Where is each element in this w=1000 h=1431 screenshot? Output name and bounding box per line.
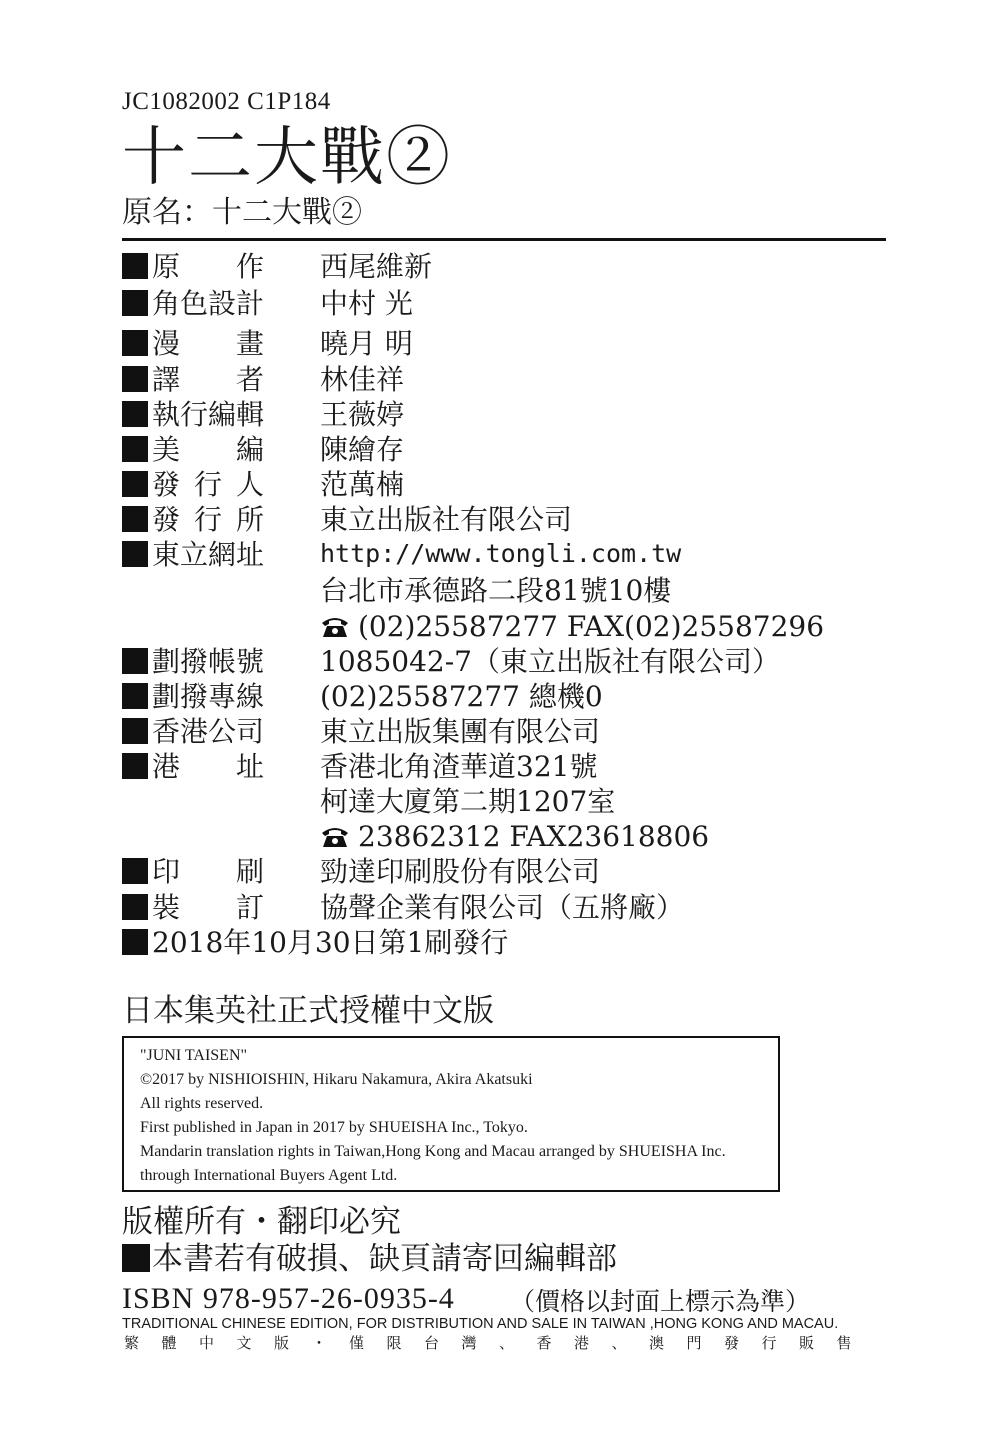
license-heading: 日本集英社正式授權中文版 <box>122 993 494 1029</box>
credit-label-author: 原作 <box>122 253 264 281</box>
credit-value-printing: 勁達印刷股份有限公司 <box>320 855 601 888</box>
rights-line: "JUNI TAISEN" <box>140 1047 248 1064</box>
bullet-square <box>122 648 148 674</box>
credit-label-publisher: 發行人 <box>122 471 264 499</box>
bullet-square <box>122 929 148 955</box>
credit-value-editor: 王薇婷 <box>320 398 405 431</box>
credit-value-hk-address: 香港北角渣華道321號 <box>320 750 598 783</box>
credit-label-hk-company: 香港公司 <box>122 718 264 746</box>
damage-notice: 本書若有破損、缺頁請寄回編輯部 <box>122 1244 617 1275</box>
credit-value-translator: 林佳祥 <box>320 363 405 396</box>
address-taipei: 台北市承德路二段81號10樓 <box>320 574 672 607</box>
credit-value-binding: 協聲企業有限公司（五將廠） <box>320 891 685 924</box>
credit-label-printing: 印刷 <box>122 858 264 886</box>
bullet-square <box>122 894 148 920</box>
rights-line: ©2017 by NISHIOISHIN, Hikaru Nakamura, Akira Akatsuki <box>140 1071 533 1088</box>
credit-value-publisher: 范萬楠 <box>320 468 405 501</box>
credit-label-binding: 裝訂 <box>122 894 264 922</box>
rights-line: through International Buyers Agent Ltd. <box>140 1167 398 1184</box>
rights-box <box>122 1036 780 1192</box>
bullet-square <box>122 858 148 884</box>
credit-label-translator: 譯者 <box>122 366 264 394</box>
price-note: （價格以封面上標示為準） <box>510 1287 811 1316</box>
credit-value-manga: 曉月 明 <box>320 327 413 360</box>
credit-value-character-design: 中村 光 <box>320 287 413 320</box>
copyright-notice: 版權所有・翻印必究 <box>122 1204 401 1240</box>
credit-label-transfer-line: 劃撥專線 <box>122 683 264 711</box>
credit-value-transfer-line: (02)25587277 總機0 <box>320 680 603 713</box>
credit-label-transfer-account: 劃撥帳號 <box>122 648 264 676</box>
credit-label-website: 東立網址 <box>122 541 264 569</box>
rights-line: Mandarin translation rights in Taiwan,Hong Kong and Macau arranged by SHUEISHA Inc. <box>140 1143 726 1160</box>
bullet-square <box>122 471 148 497</box>
credit-label-manga: 漫畫 <box>122 330 264 358</box>
rights-line: First published in Japan in 2017 by SHUEISHA Inc., Tokyo. <box>140 1119 528 1136</box>
phone-hk: 23862312 FAX23618806 <box>320 823 709 851</box>
telephone-icon <box>320 825 350 849</box>
credit-value-publishing-house: 東立出版社有限公司 <box>320 503 573 536</box>
credit-value-author: 西尾維新 <box>320 250 433 283</box>
credit-label-hk-address: 港址 <box>122 753 264 781</box>
print-date: 2018年10月30日第1刷發行 <box>122 929 508 957</box>
bullet-square <box>122 253 148 279</box>
credit-label-publishing-house: 發行所 <box>122 506 264 534</box>
edition-notice-zh: 繁體中文版・僅限台灣、香港、澳門發行販售 <box>124 1334 875 1352</box>
credit-value-transfer-account: 1085042-7（東立出版社有限公司） <box>320 645 780 678</box>
bullet-square <box>122 753 148 779</box>
original-title: 原名：十二大戰② <box>122 195 362 230</box>
phone-taipei: (02)25587277 FAX(02)25587296 <box>320 613 824 641</box>
rights-line: All rights reserved. <box>140 1095 264 1112</box>
bullet-square <box>122 436 148 462</box>
bullet-square <box>122 330 148 356</box>
edition-notice-en: TRADITIONAL CHINESE EDITION, FOR DISTRIBUTION AND SALE IN TAIWAN ,HONG KONG AND MACAU. <box>122 1316 839 1332</box>
bullet-square <box>122 401 148 427</box>
book-title: 十二大戰② <box>122 121 452 195</box>
telephone-icon <box>320 615 350 639</box>
bullet-square <box>122 683 148 709</box>
catalog-code: JC1082002 C1P184 <box>122 88 331 115</box>
bullet-square <box>122 366 148 392</box>
bullet-square <box>122 506 148 532</box>
bullet-square <box>122 290 148 316</box>
title-divider <box>122 238 886 241</box>
credit-value-website: http://www.tongli.com.tw <box>320 539 682 568</box>
credit-label-character-design: 角色設計 <box>122 290 264 318</box>
credit-value-art-editor: 陳繪存 <box>320 433 405 466</box>
credit-label-editor: 執行編輯 <box>122 401 264 429</box>
credit-value-hk-company: 東立出版集團有限公司 <box>320 715 601 748</box>
bullet-square <box>122 1244 150 1272</box>
bullet-square <box>122 718 148 744</box>
isbn: ISBN 978-957-26-0935-4 <box>122 1282 455 1315</box>
bullet-square <box>122 541 148 567</box>
credit-label-art-editor: 美編 <box>122 436 264 464</box>
address-hk-building: 柯達大廈第二期1207室 <box>320 785 616 818</box>
